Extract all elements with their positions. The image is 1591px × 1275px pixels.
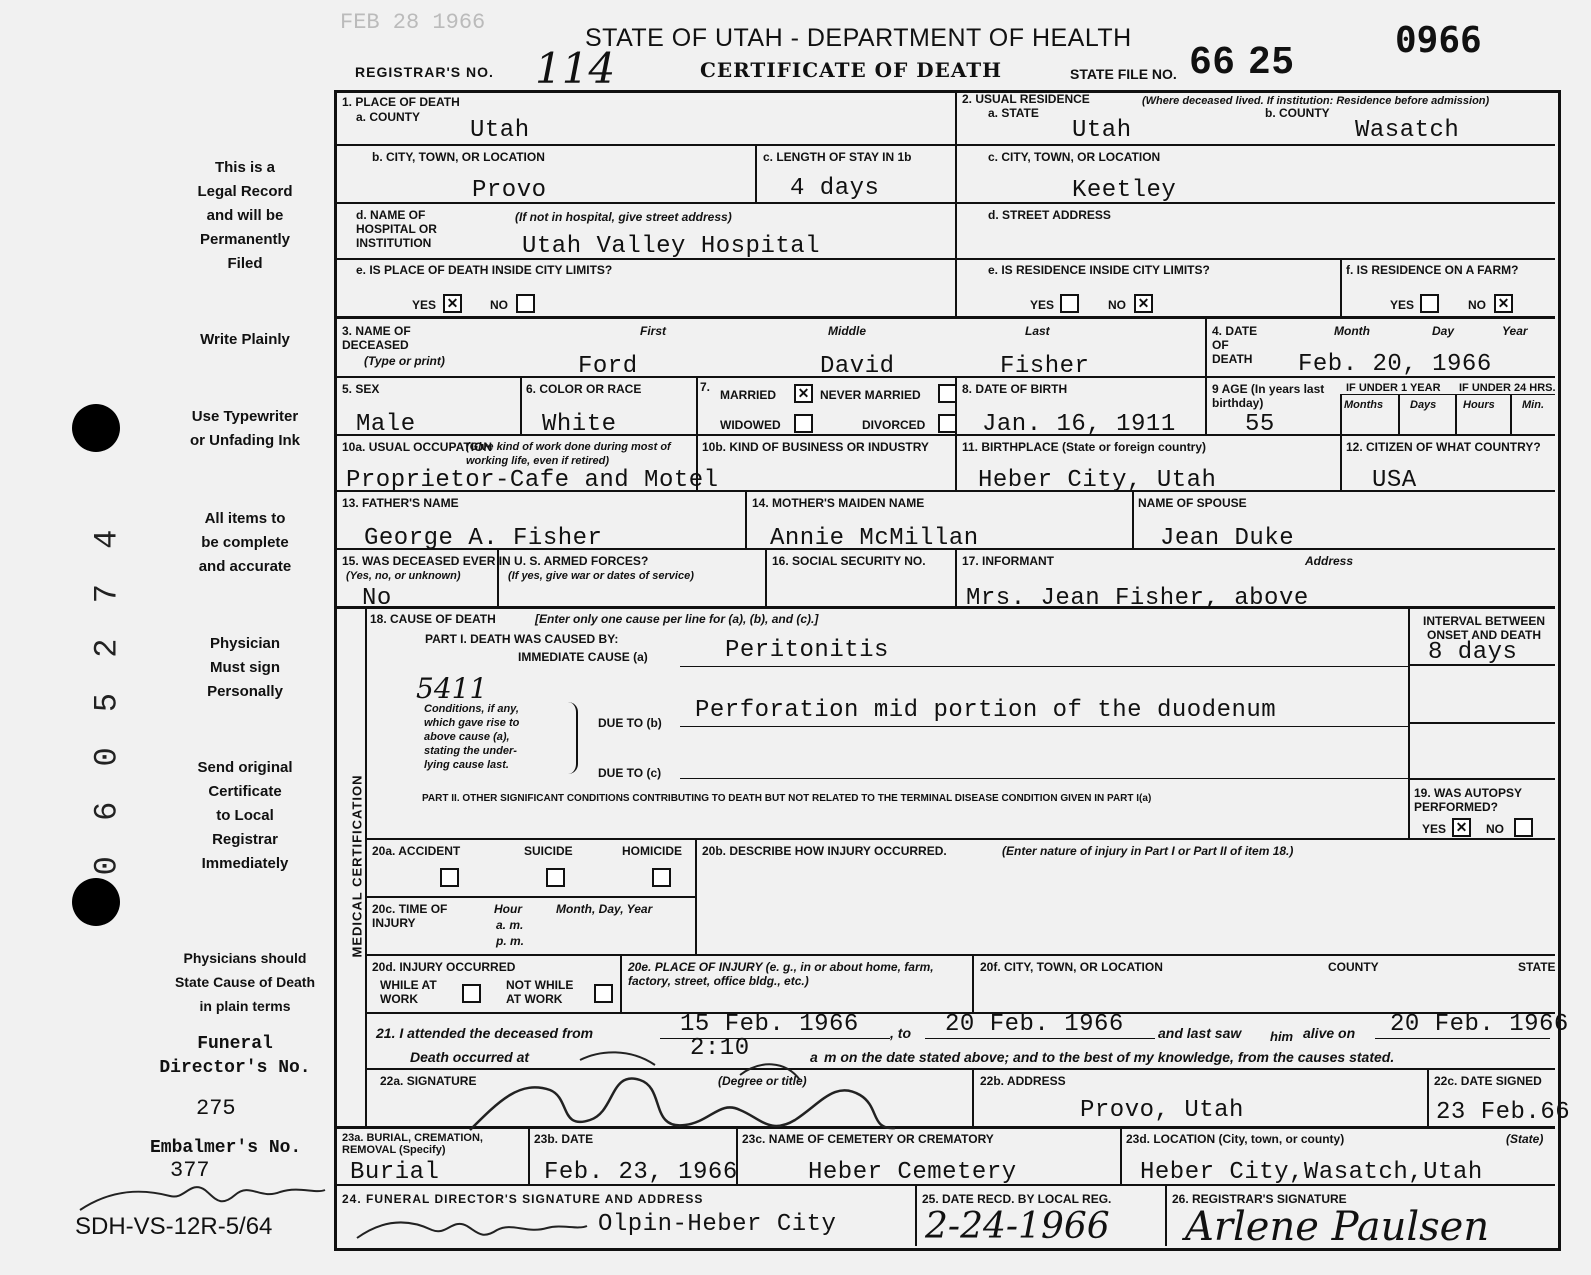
f2c-label: c. CITY, TOWN, OR LOCATION (988, 150, 1161, 164)
not-work-label: NOT WHILE AT WORK (506, 978, 574, 1006)
f3-note: (Type or print) (364, 354, 445, 368)
days-label: Days (1410, 399, 1437, 411)
f23d-label: 23d. LOCATION (City, town, or county) (1126, 1132, 1345, 1146)
pm-label: p. m. (496, 934, 525, 948)
place-of-death-city: Provo (472, 177, 547, 204)
last-saw-label: and last saw (1158, 1025, 1242, 1041)
deceased-first-name: Ford (578, 353, 638, 380)
funeral-director: Olpin-Heber City (598, 1211, 837, 1238)
suicide-checkbox[interactable] (546, 868, 565, 887)
county-label: COUNTY (1328, 960, 1379, 974)
last-label: Last (1025, 324, 1050, 338)
punch-hole-top (72, 404, 120, 452)
state-paren-label: (State) (1506, 1132, 1544, 1146)
f20a-label: 20a. ACCIDENT (372, 844, 461, 858)
year-label: Year (1502, 324, 1528, 338)
father-name: George A. Fisher (364, 525, 603, 552)
deceased-middle-name: David (820, 353, 895, 380)
color-or-race: White (542, 411, 617, 438)
f9-label: 9 AGE (In years last birthday) (1212, 382, 1325, 410)
autopsy-no-label: NO (1486, 822, 1504, 836)
attended-from: 15 Feb. 1966 (680, 1011, 859, 1038)
hours-label: Hours (1463, 399, 1495, 411)
min-label: Min. (1522, 399, 1544, 411)
part2-label: PART II. OTHER SIGNIFICANT CONDITIONS CONTRIBUTING TO DEATH BUT NOT RELATED TO THE TERMINAL DISEASE CONDITION GIVEN IN PART I(a) (422, 793, 1152, 804)
him-label: him (1270, 1029, 1294, 1044)
middle-label: Middle (828, 324, 866, 338)
f24-label: 24. FUNERAL DIRECTOR'S SIGNATURE AND ADDRESS (342, 1192, 704, 1206)
f2a-label: a. STATE (988, 106, 1039, 120)
f16-label: 16. SOCIAL SECURITY NO. (772, 554, 926, 568)
widowed-checkbox[interactable] (794, 414, 813, 433)
f1b-label: b. CITY, TOWN, OR LOCATION (372, 150, 545, 164)
f18-label: 18. CAUSE OF DEATH (370, 612, 496, 626)
legal-record-note: This is a Legal Record and will be Permanently Filed (197, 159, 293, 272)
disposition: Burial (350, 1159, 440, 1186)
f23a-label: 23a. BURIAL, CREMATION, REMOVAL (Specify) (342, 1132, 483, 1156)
f2e-label: e. IS RESIDENCE INSIDE CITY LIMITS? (988, 263, 1210, 277)
married-label: MARRIED (720, 388, 776, 402)
f7-label: 7. (700, 380, 711, 394)
usual-occupation: Proprietor-Cafe and Motel (346, 467, 719, 494)
death-time: 2:10 (690, 1035, 750, 1062)
f20f-label: 20f. CITY, TOWN, OR LOCATION (980, 960, 1163, 974)
f2f-yes-label: YES (1390, 298, 1415, 312)
f12-label: 12. CITIZEN OF WHAT COUNTRY? (1346, 440, 1541, 454)
day-label: Day (1432, 324, 1455, 338)
f3-label: 3. NAME OF DECEASED (342, 324, 411, 352)
f1e-label: e. IS PLACE OF DEATH INSIDE CITY LIMITS? (356, 263, 613, 277)
death-ampm: a (810, 1049, 818, 1065)
f20e-label: 20e. PLACE OF INJURY (e. g., in or about home, farm, factory, street, office bldg., etc.) (628, 960, 934, 988)
form-number: SDH-VS-12R-5/64 (75, 1213, 273, 1240)
residence-county: Wasatch (1355, 117, 1460, 144)
f2f-no-checkbox[interactable]: ✕ (1494, 294, 1513, 313)
month-label: Month (1334, 324, 1370, 338)
residence-state: Utah (1072, 117, 1132, 144)
date-of-death: Feb. 20, 1966 (1298, 351, 1492, 378)
f23c-label: 23c. NAME OF CEMETERY OR CREMATORY (742, 1132, 994, 1146)
citizenship: USA (1372, 467, 1417, 494)
f2e-no-label: NO (1108, 298, 1126, 312)
f6-label: 6. COLOR OR RACE (526, 382, 642, 396)
f1e-no-label: NO (490, 298, 508, 312)
attended-to: 20 Feb. 1966 (945, 1011, 1124, 1038)
f8-label: 8. DATE OF BIRTH (962, 382, 1068, 396)
first-label: First (640, 324, 667, 338)
f15-label: 15. WAS DECEASED EVER IN U. S. ARMED FORCES? (342, 554, 649, 568)
f26-label: 26. REGISTRAR'S SIGNATURE (1172, 1192, 1347, 1206)
months-label: Months (1344, 399, 1384, 411)
vertical-serial: 0 6 0 5 2 7 4 (88, 521, 126, 876)
f1c-label: c. LENGTH OF STAY IN 1b (763, 150, 912, 164)
autopsy-yes-checkbox[interactable]: ✕ (1452, 818, 1471, 837)
funeral-director-label: Funeral Director's No. (159, 1034, 311, 1078)
medical-certification-label: MEDICAL CERTIFICATION (349, 774, 365, 958)
widowed-label: WIDOWED (720, 418, 781, 432)
f20b-note: (Enter nature of injury in Part I or Part II of item 18.) (1002, 844, 1294, 858)
mother-maiden-name: Annie McMillan (770, 525, 979, 552)
suicide-label: SUICIDE (524, 844, 573, 858)
never-married-checkbox[interactable] (938, 384, 957, 403)
f1e-yes-label: YES (412, 298, 437, 312)
due-to-c-label: DUE TO (c) (598, 766, 662, 780)
f2d-label: d. STREET ADDRESS (988, 208, 1111, 222)
residence-city: Keetley (1072, 177, 1177, 204)
department-heading: STATE OF UTAH - DEPARTMENT OF HEALTH (585, 24, 1132, 52)
embalmer-no: 377 (170, 1158, 210, 1183)
immediate-cause-label: IMMEDIATE CAUSE (a) (518, 650, 648, 664)
f1d-note: (If not in hospital, give street address) (515, 210, 732, 224)
state-file-no: 66 25 (1190, 40, 1296, 82)
funeral-director-no: 275 (196, 1096, 236, 1121)
f2-label: 2. USUAL RESIDENCE (962, 92, 1090, 106)
disposition-date: Feb. 23, 1966 (544, 1159, 738, 1186)
alive-on-label: alive on (1303, 1025, 1356, 1041)
cemetery-location: Heber City,Wasatch,Utah (1140, 1159, 1483, 1186)
date-received: 2-24-1966 (925, 1206, 1110, 1247)
f25-label: 25. DATE RECD. BY LOCAL REG. (922, 1192, 1112, 1206)
f2f-label: f. IS RESIDENCE ON A FARM? (1346, 263, 1519, 277)
f22a-label: 22a. SIGNATURE (380, 1074, 477, 1088)
alive-on-date: 20 Feb. 1966 (1390, 1011, 1569, 1038)
sex: Male (356, 411, 416, 438)
date-signed: 23 Feb.66 (1436, 1099, 1571, 1126)
certificate-title: CERTIFICATE OF DEATH (700, 58, 1003, 82)
registrar-no: 114 (535, 44, 616, 93)
f19-label: 19. WAS AUTOPSY PERFORMED? (1414, 786, 1522, 814)
f17-label: 17. INFORMANT (962, 554, 1055, 568)
place-of-death-county: Utah (470, 117, 530, 144)
cause-a: Peritonitis (725, 637, 889, 664)
f10b-label: 10b. KIND OF BUSINESS OR INDUSTRY (702, 440, 929, 454)
f10a-label: 10a. USUAL OCCUPATION (342, 440, 493, 454)
f1a-label: a. COUNTY (356, 110, 421, 124)
funeral-director-signature (352, 1210, 592, 1246)
while-work-label: WHILE AT WORK (380, 978, 437, 1006)
death-statement: m on the date stated above; and to the best of my knowledge, from the causes stated. (824, 1049, 1395, 1065)
cemetery-name: Heber Cemetery (808, 1159, 1017, 1186)
am-label: a. m. (496, 918, 524, 932)
married-checkbox[interactable]: ✕ (794, 384, 813, 403)
armed-forces: No (362, 585, 392, 612)
birthplace: Heber City, Utah (978, 467, 1217, 494)
f4-label: 4. DATE OF DEATH (1212, 324, 1258, 366)
hour-label: Hour (494, 902, 522, 916)
spouse-name: Jean Duke (1160, 525, 1295, 552)
divorced-checkbox[interactable] (938, 414, 957, 433)
never-married-label: NEVER MARRIED (820, 388, 921, 402)
f11-label: 11. BIRTHPLACE (State or foreign country) (962, 440, 1207, 454)
corner-number: 0966 (1395, 20, 1482, 61)
f20d-label: 20d. INJURY OCCURRED (372, 960, 516, 974)
conditions-brace (568, 702, 578, 774)
f21-label: 21. I attended the deceased from (376, 1025, 594, 1041)
informant: Mrs. Jean Fisher, above (966, 585, 1309, 612)
f2e-yes-checkbox[interactable] (1060, 294, 1079, 313)
interval-label: INTERVAL BETWEEN ONSET AND DEATH (1422, 614, 1545, 642)
due-to-b-label: DUE TO (b) (598, 716, 662, 730)
f22b-label: 22b. ADDRESS (980, 1074, 1066, 1088)
f20c-label: 20c. TIME OF INJURY (372, 902, 448, 930)
f1e-no-checkbox[interactable] (516, 294, 535, 313)
address-label: Address (1305, 554, 1354, 568)
spouse-label: NAME OF SPOUSE (1138, 496, 1247, 510)
f2-note: (Where deceased lived. If institution: Residence before admission) (1142, 95, 1490, 107)
f1e-yes-checkbox[interactable]: ✕ (443, 294, 462, 313)
conditions-note: Conditions, if any, which gave rise to above cause (a), stating the under- lying cause last. (424, 703, 520, 771)
f2f-yes-checkbox[interactable] (1420, 294, 1439, 313)
f1d-label: d. NAME OF HOSPITAL OR INSTITUTION (356, 208, 437, 250)
not-work-checkbox[interactable] (594, 984, 613, 1003)
f1-label: 1. PLACE OF DEATH (342, 95, 460, 109)
write-plainly-note: Write Plainly (200, 331, 290, 348)
f13-label: 13. FATHER'S NAME (342, 496, 459, 510)
autopsy-yes-label: YES (1422, 822, 1447, 836)
f5-label: 5. SEX (342, 382, 380, 396)
cause-code: 5411 (416, 672, 488, 705)
f23b-label: 23b. DATE (534, 1132, 594, 1146)
f2e-no-checkbox[interactable]: ✕ (1134, 294, 1153, 313)
f2f-no-label: NO (1468, 298, 1486, 312)
complete-note: All items to be complete and accurate (198, 510, 292, 575)
f2b-label: b. COUNTY (1265, 106, 1330, 120)
homicide-label: HOMICIDE (622, 844, 682, 858)
while-work-checkbox[interactable] (462, 984, 481, 1003)
punch-hole-bottom (72, 878, 120, 926)
homicide-checkbox[interactable] (652, 868, 671, 887)
date-of-birth: Jan. 16, 1911 (982, 411, 1176, 438)
f20b-label: 20b. DESCRIBE HOW INJURY OCCURRED. (702, 844, 947, 858)
divorced-label: DIVORCED (862, 418, 926, 432)
f22c-label: 22c. DATE SIGNED (1434, 1074, 1542, 1088)
registrar-no-label: REGISTRAR'S NO. (355, 64, 494, 80)
under-1-year-label: IF UNDER 1 YEAR (1346, 382, 1441, 394)
accident-checkbox[interactable] (440, 868, 459, 887)
embalmer-label: Embalmer's No. (150, 1138, 302, 1158)
cause-b: Perforation mid portion of the duodenum (695, 697, 1277, 724)
degree-label: (Degree or title) (718, 1074, 807, 1088)
received-stamp: FEB 28 1966 (340, 10, 486, 35)
deceased-last-name: Fisher (1000, 353, 1090, 380)
f2e-yes-label: YES (1030, 298, 1055, 312)
send-original-note: Send original Certificate to Local Registrar Immediately (197, 759, 293, 872)
physician-address: Provo, Utah (1080, 1097, 1244, 1124)
f18-note: [Enter only one cause per line for (a), (b), and (c).] (535, 612, 819, 626)
age: 55 (1245, 411, 1275, 438)
physician-note: Physician Must sign Personally (207, 635, 283, 700)
state-label: STATE (1518, 960, 1556, 974)
length-of-stay: 4 days (790, 175, 880, 202)
f15-note-2: (If yes, give war or dates of service) (508, 570, 694, 582)
state-file-label: STATE FILE NO. (1070, 66, 1177, 82)
registrar-signature: Arlene Paulsen (1185, 1204, 1490, 1250)
mdy-label: Month, Day, Year (556, 902, 653, 916)
f10a-note: (Give kind of work done during most of working life, even if retired) (466, 441, 671, 467)
to-label: , to (890, 1025, 911, 1041)
typewriter-note: Use Typewriter or Unfading Ink (190, 408, 300, 449)
physicians-state-note: Physicians should State Cause of Death in plain terms (174, 950, 316, 1014)
hospital-name: Utah Valley Hospital (522, 233, 821, 260)
f14-label: 14. MOTHER'S MAIDEN NAME (752, 496, 925, 510)
interval-a: 8 days (1428, 639, 1518, 666)
under-24-hrs-label: IF UNDER 24 HRS. (1459, 382, 1556, 394)
part1-label: PART I. DEATH WAS CAUSED BY: (425, 632, 619, 646)
autopsy-no-checkbox[interactable] (1514, 818, 1533, 837)
death-occurred-label: Death occurred at (410, 1049, 530, 1065)
f15-note-1: (Yes, no, or unknown) (346, 570, 461, 582)
